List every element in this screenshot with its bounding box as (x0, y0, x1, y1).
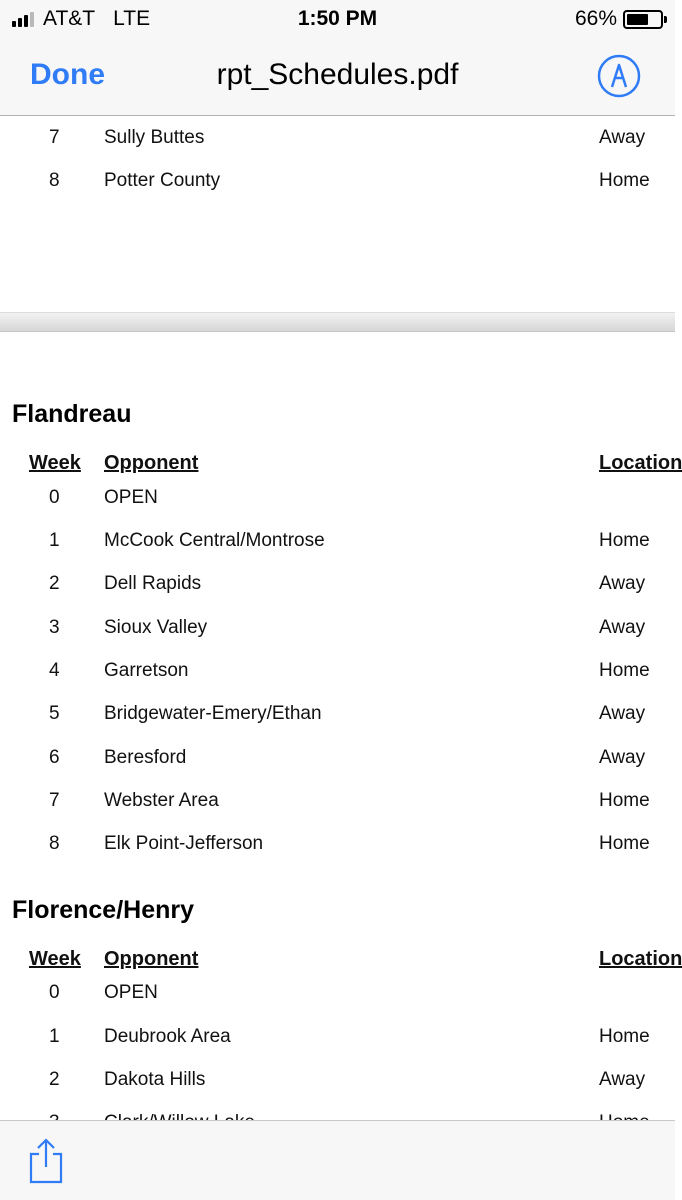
table-row (0, 611, 675, 641)
week-cell: 8 (49, 833, 60, 854)
location-header: Location (599, 452, 682, 474)
location-cell: Home (599, 530, 650, 551)
table-row (0, 784, 675, 814)
opponent-cell: Beresford (104, 747, 187, 768)
location-cell: Away (599, 703, 646, 724)
table-row (0, 524, 675, 554)
network-type: LTE (113, 7, 151, 30)
opponent-cell: Sully Buttes (104, 127, 205, 148)
opponent-cell: Elk Point-Jefferson (104, 833, 264, 854)
team-title: Flandreau (12, 400, 132, 428)
location-cell: Away (599, 747, 646, 768)
opponent-cell: Bridgewater-Emery/Ethan (104, 703, 322, 724)
location-cell: Away (599, 127, 646, 148)
week-cell: 5 (49, 703, 60, 724)
table-row (0, 481, 675, 511)
week-header: Week (29, 452, 81, 474)
location-cell: Home (599, 833, 650, 854)
opponent-cell: Sioux Valley (104, 617, 208, 638)
opponent-cell: Dell Rapids (104, 573, 202, 594)
table-row (0, 976, 675, 1006)
carrier-name: AT&T (43, 7, 96, 30)
opponent-cell: Potter County (104, 170, 221, 191)
battery-percent: 66% (574, 7, 617, 30)
week-cell: 1 (49, 530, 60, 551)
week-cell: 3 (49, 617, 60, 638)
week-cell: 2 (49, 573, 60, 594)
opponent-cell: Webster Area (104, 790, 219, 811)
location-header: Location (599, 948, 682, 970)
table-row (0, 654, 675, 684)
battery-icon (623, 10, 663, 29)
table-row (0, 741, 675, 771)
table-row (0, 827, 675, 857)
opponent-header: Opponent (104, 452, 199, 474)
document-title: rpt_Schedules.pdf (216, 58, 459, 91)
status-right (575, 7, 663, 31)
navigation-bar (0, 38, 675, 116)
week-cell: 0 (49, 982, 60, 1003)
page-separator (0, 312, 675, 332)
table-row (0, 567, 675, 597)
status-time: 1:50 PM (297, 7, 378, 30)
markup-pen-icon[interactable] (597, 54, 641, 98)
location-cell: Away (599, 1069, 646, 1090)
opponent-cell: Garretson (104, 660, 189, 681)
week-cell: 1 (49, 1026, 60, 1047)
opponent-cell: OPEN (104, 982, 158, 1003)
done-button[interactable]: Done (30, 58, 105, 91)
week-cell: 0 (49, 487, 60, 508)
opponent-cell: OPEN (104, 487, 158, 508)
battery-fill (627, 14, 648, 25)
bottom-toolbar (0, 1120, 675, 1200)
table-row (0, 1020, 675, 1050)
team-title: Florence/Henry (12, 896, 195, 924)
week-cell: 7 (49, 127, 60, 148)
status-bar (0, 0, 675, 38)
opponent-cell: Deubrook Area (104, 1026, 231, 1047)
location-cell: Home (599, 790, 650, 811)
week-cell: 2 (49, 1069, 60, 1090)
table-row (0, 1063, 675, 1093)
opponent-header: Opponent (104, 948, 199, 970)
week-cell: 7 (49, 790, 60, 811)
week-cell: 4 (49, 660, 60, 681)
location-cell: Home (599, 170, 650, 191)
table-row (0, 164, 675, 194)
location-cell: Away (599, 617, 646, 638)
table-row (0, 121, 675, 151)
week-header: Week (29, 948, 81, 970)
table-row (0, 697, 675, 727)
week-cell: 6 (49, 747, 60, 768)
location-cell: Home (599, 1026, 650, 1047)
location-cell: Away (599, 573, 646, 594)
location-cell: Home (599, 660, 650, 681)
opponent-cell: Dakota Hills (104, 1069, 206, 1090)
table-header (0, 446, 682, 476)
pdf-document[interactable] (0, 117, 682, 1120)
table-header (0, 942, 682, 972)
battery-cap (664, 16, 667, 23)
week-cell: 8 (49, 170, 60, 191)
opponent-cell: McCook Central/Montrose (104, 530, 325, 551)
share-icon[interactable] (26, 1137, 66, 1185)
